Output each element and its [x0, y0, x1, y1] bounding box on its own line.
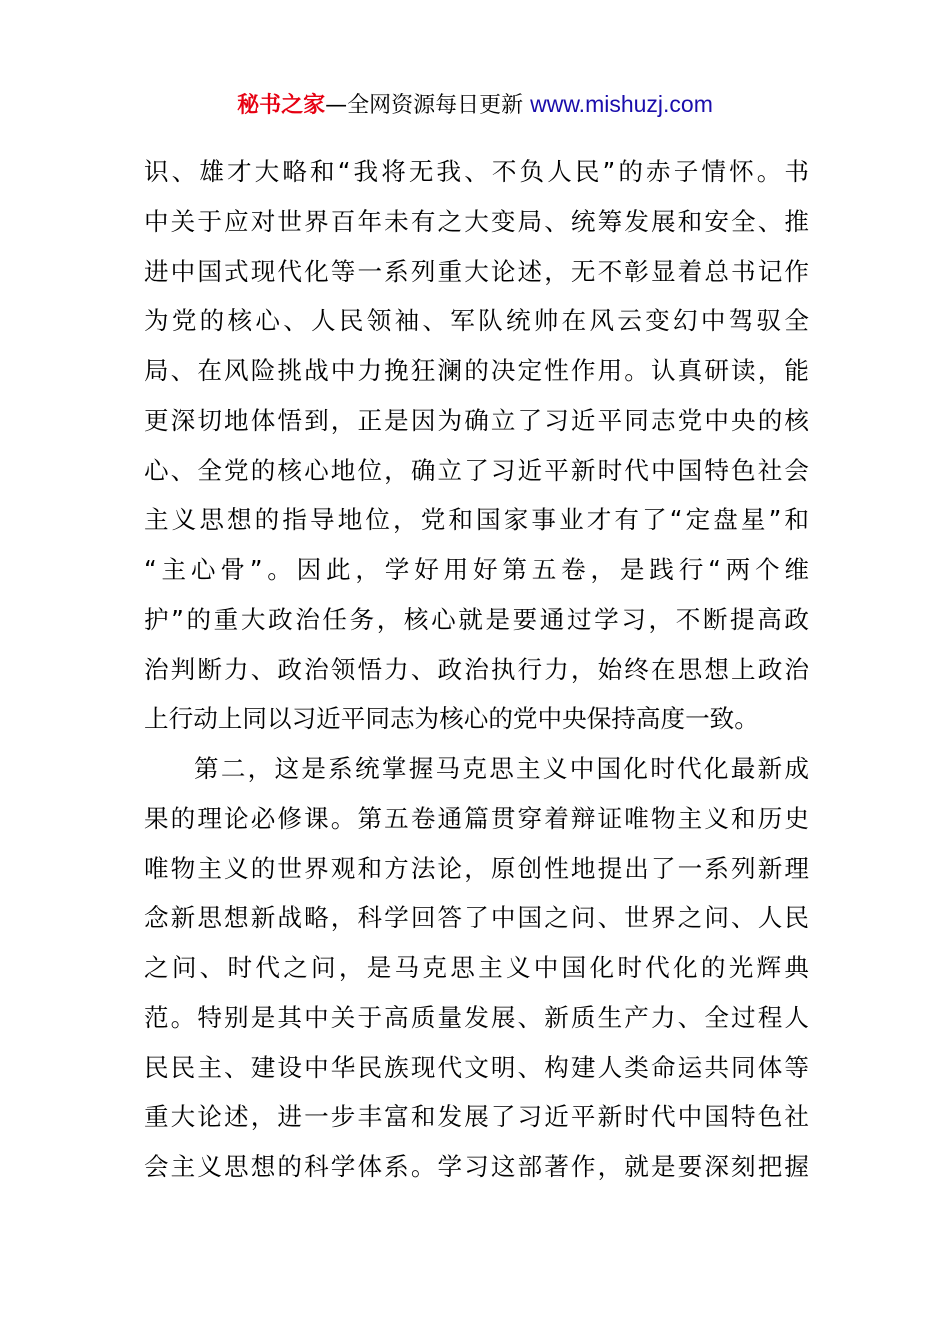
body-line: 护”的重大政治任务，核心就是要通过学习，不断提高政 [144, 604, 809, 634]
body-line: 会主义思想的科学体系。学习这部著作，就是要深刻把握 [144, 1152, 809, 1181]
page-header [0, 89, 950, 121]
body-line: 更深切地体悟到，正是因为确立了习近平同志党中央的核 [144, 405, 809, 435]
body-line: 局、在风险挑战中力挽狂澜的决定性作用。认真研读，能 [144, 356, 809, 385]
brand-name: 秘书之家 [237, 93, 326, 118]
site-url-link[interactable]: www.mishuzj.com [530, 91, 713, 117]
body-line: “主心骨”。因此，学好用好第五卷，是践行“两个维 [144, 555, 809, 584]
body-line: 主义思想的指导地位，党和国家事业才有了“定盘星”和 [144, 505, 809, 535]
body-line: 民民主、建设中华民族现代文明、构建人类命运共同体等 [144, 1052, 809, 1082]
body-line: 果的理论必修课。第五卷通篇贯穿着辩证唯物主义和历史 [144, 803, 809, 833]
body-line: 之问、时代之问，是马克思主义中国化时代化的光辉典 [144, 953, 809, 982]
paragraph-start-line: 第二，这是系统掌握马克思主义中国化时代化最新成 [194, 754, 809, 783]
document-body [144, 147, 809, 1192]
body-line: 治判断力、政治领悟力、政治执行力，始终在思想上政治 [144, 654, 809, 684]
body-line: 范。特别是其中关于高质量发展、新质生产力、全过程人 [144, 1002, 809, 1032]
body-line: 唯物主义的世界观和方法论，原创性地提出了一系列新理 [144, 853, 809, 883]
header-tagline: —全网资源每日更新 [325, 93, 531, 118]
body-line: 识、雄才大略和“我将无我、不负人民”的赤子情怀。书 [144, 157, 809, 186]
paragraph-end-line: 上行动上同以习近平同志为核心的党中央保持高度一致。 [144, 704, 759, 734]
body-line: 重大论述，进一步丰富和发展了习近平新时代中国特色社 [144, 1102, 809, 1132]
body-line: 心、全党的核心地位，确立了习近平新时代中国特色社会 [144, 455, 809, 485]
body-line: 念新思想新战略，科学回答了中国之问、世界之问、人民 [144, 903, 809, 933]
body-line: 中关于应对世界百年未有之大变局、统筹发展和安全、推 [144, 206, 809, 236]
body-line: 进中国式现代化等一系列重大论述，无不彰显着总书记作 [144, 256, 809, 286]
body-line: 为党的核心、人民领袖、军队统帅在风云变幻中驾驭全 [144, 306, 809, 336]
